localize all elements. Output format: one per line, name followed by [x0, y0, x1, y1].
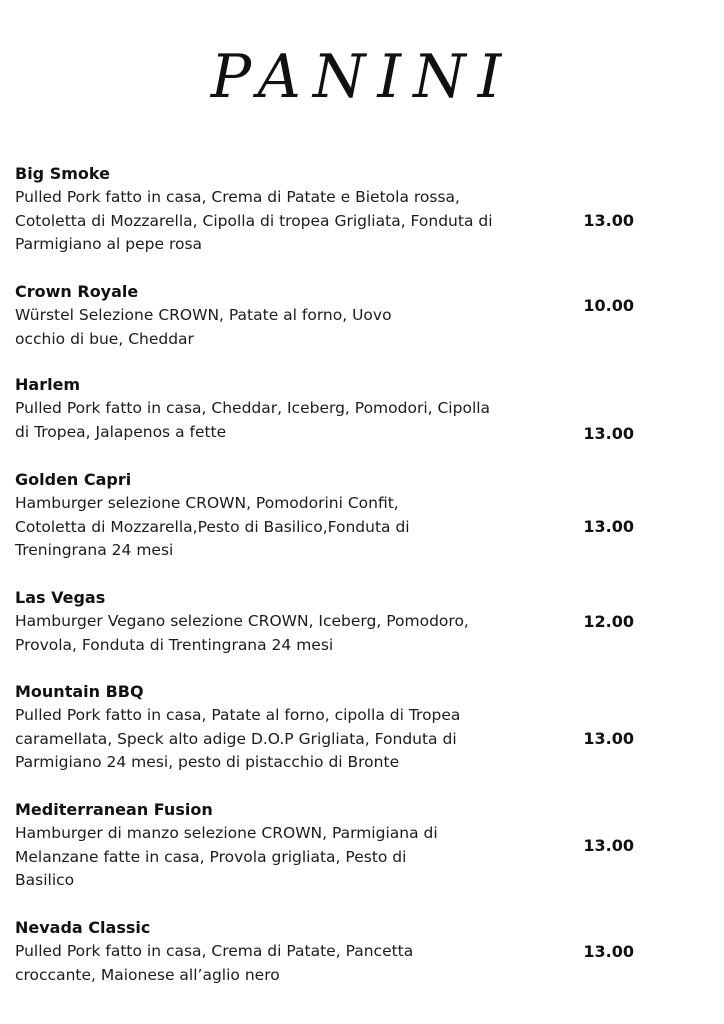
item-price: 10.00	[583, 296, 634, 315]
item-price: 13.00	[583, 836, 634, 855]
item-name: Crown Royale	[15, 282, 139, 301]
item-name: Nevada Classic	[15, 918, 151, 937]
menu-item	[15, 680, 715, 775]
menu-item	[15, 162, 715, 257]
item-description: Hamburger selezione CROWN, Pomodorini Confit, Cotoletta di Mozzarella,Pesto di Basilico,Fonduta di Treningrana 24 mesi	[15, 494, 410, 559]
menu-item	[15, 468, 715, 563]
item-name: Mediterranean Fusion	[15, 800, 213, 819]
item-price: 13.00	[583, 729, 634, 748]
item-description: Pulled Pork fatto in casa, Crema di Patate, Pancetta croccante, Maionese all’aglio nero	[15, 942, 414, 984]
item-price: 12.00	[583, 612, 634, 631]
item-name: Big Smoke	[15, 164, 110, 183]
menu-title: PANINI	[210, 42, 514, 112]
item-description: Pulled Pork fatto in casa, Cheddar, Iceberg, Pomodori, Cipolla di Tropea, Jalapenos a fette	[15, 399, 491, 441]
item-price: 13.00	[583, 942, 634, 961]
item-description: Pulled Pork fatto in casa, Crema di Patate e Bietola rossa, Cotoletta di Mozzarella, Cipolla di tropea Grigliata, Fonduta di Parmigiano al pepe rosa	[15, 188, 493, 253]
item-description: Pulled Pork fatto in casa, Patate al forno, cipolla di Tropea caramellata, Speck alto adige D.O.P Grigliata, Fonduta di Parmigiano 24 mesi, pesto di pistacchio di Bronte	[15, 706, 461, 771]
item-name: Golden Capri	[15, 470, 132, 489]
item-price: 13.00	[583, 211, 634, 230]
item-name: Las Vegas	[15, 588, 106, 607]
item-name: Mountain BBQ	[15, 682, 144, 701]
item-price: 13.00	[583, 424, 634, 443]
item-description: Würstel Selezione CROWN, Patate al forno, Uovo occhio di bue, Cheddar	[15, 306, 392, 348]
item-description: Hamburger di manzo selezione CROWN, Parmigiana di Melanzane fatte in casa, Provola grigliata, Pesto di Basilico	[15, 824, 438, 889]
item-price: 13.00	[583, 517, 634, 536]
item-description: Hamburger Vegano selezione CROWN, Iceberg, Pomodoro, Provola, Fonduta di Trentingrana 24 mesi	[15, 612, 469, 654]
item-name: Harlem	[15, 375, 81, 394]
